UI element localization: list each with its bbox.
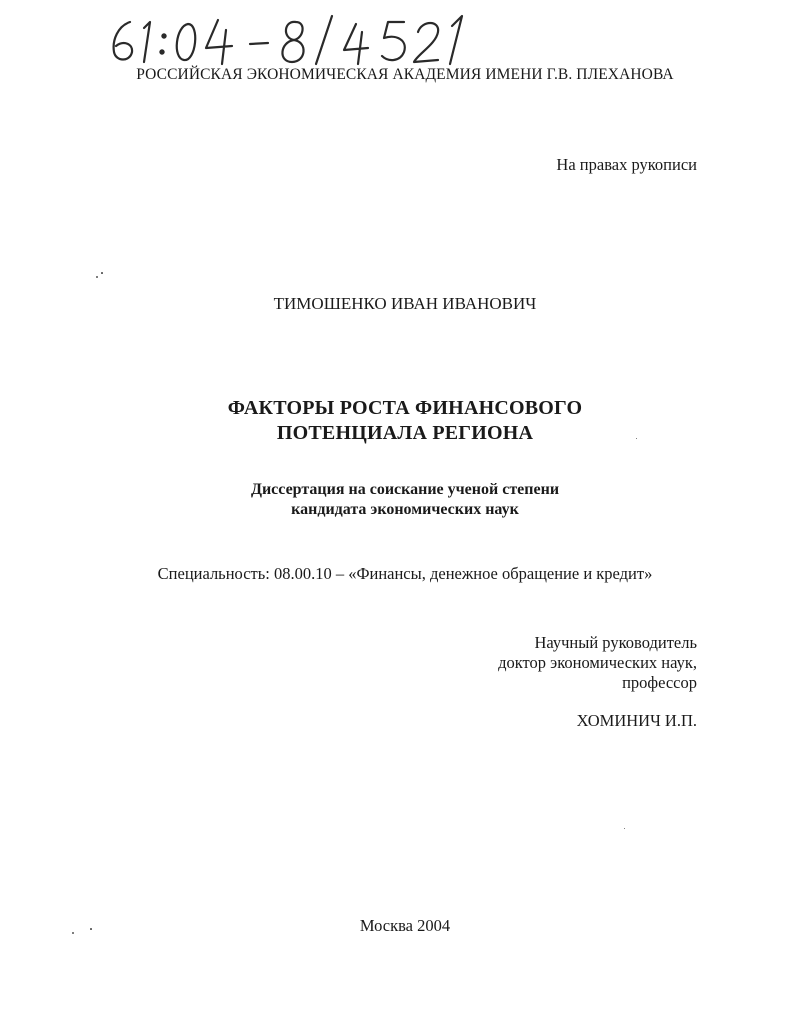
- supervisor-label: Научный руководитель: [534, 633, 697, 652]
- scan-speck: [96, 276, 98, 278]
- specialty-line: Специальность: 08.00.10 – «Финансы, денежное обращение и кредит»: [157, 564, 653, 583]
- title-line-2: ПОТЕНЦИАЛА РЕГИОНА: [276, 422, 534, 444]
- institution-name: РОССИЙСКАЯ ЭКОНОМИЧЕСКАЯ АКАДЕМИЯ ИМЕНИ Г.В. ПЛЕХАНОВА: [136, 66, 674, 83]
- title-line-1: ФАКТОРЫ РОСТА ФИНАНСОВОГО: [227, 397, 583, 419]
- scan-speck: [90, 928, 92, 930]
- supervisor-rank: профессор: [622, 673, 697, 692]
- degree-line-1: Диссертация на соискание ученой степени: [250, 481, 560, 498]
- author-name: ТИМОШЕНКО ИВАН ИВАНОВИЧ: [273, 294, 537, 313]
- scan-speck: [101, 272, 103, 274]
- degree-line-2: кандидата экономических наук: [291, 501, 519, 518]
- scan-speck: [72, 932, 74, 934]
- city-year: Москва 2004: [359, 916, 451, 935]
- scan-speck: [624, 828, 625, 829]
- handwritten-code-drawing: [100, 8, 490, 70]
- dissertation-title: [0, 396, 794, 446]
- supervisor-block: [498, 633, 697, 693]
- handwritten-archive-code: [100, 8, 490, 70]
- supervisor-name: ХОМИНИЧ И.П.: [576, 711, 697, 730]
- supervisor-degree: доктор экономических наук,: [498, 653, 697, 672]
- degree-statement: [0, 480, 794, 520]
- manuscript-rights-note: На правах рукописи: [556, 155, 697, 174]
